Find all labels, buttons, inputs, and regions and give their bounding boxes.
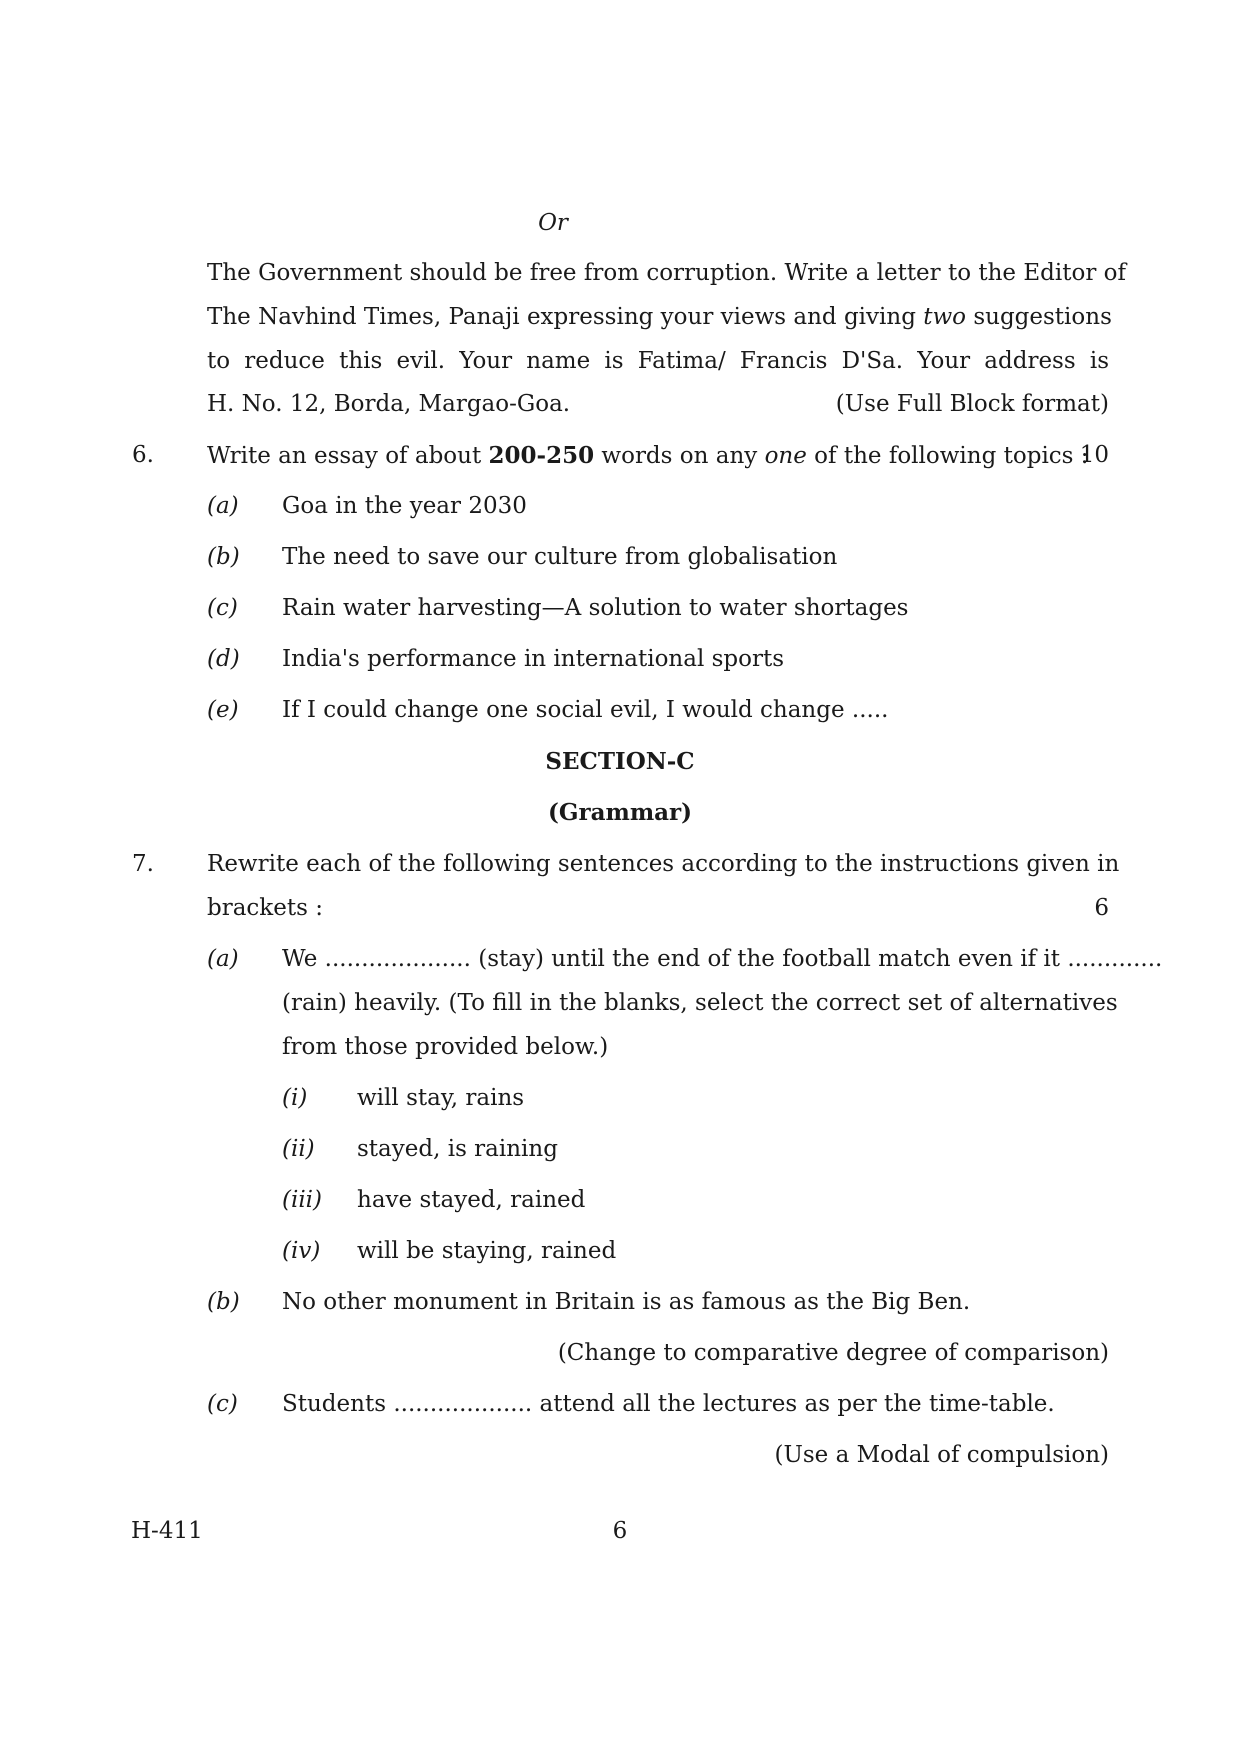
- option-text: The need to save our culture from globalisation: [282, 544, 838, 570]
- q6-text-2: words on any: [594, 443, 765, 469]
- part-b-label: (b): [207, 1289, 240, 1315]
- letter-line-2-start: The Navhind Times, Panaji expressing your views and giving: [207, 304, 924, 330]
- option-label: (e): [207, 697, 239, 723]
- question-number: 7.: [132, 851, 154, 877]
- choice-label: (i): [282, 1085, 308, 1111]
- q6-text-italic: one: [764, 443, 807, 469]
- part-c-instruction: (Use a Modal of compulsion): [774, 1442, 1109, 1468]
- q6-text-3: of the following topics :: [806, 443, 1089, 469]
- option-label: (b): [207, 544, 240, 570]
- letter-line-2: [207, 304, 1112, 330]
- question-number: 6.: [132, 442, 154, 468]
- choice-text: stayed, is raining: [357, 1136, 558, 1162]
- part-c-text: Students ................... attend all the lectures as per the time-table.: [282, 1391, 1055, 1417]
- section-subtitle: (Grammar): [547, 799, 693, 826]
- choice-label: (iv): [282, 1238, 321, 1264]
- choice-text: have stayed, rained: [357, 1187, 586, 1213]
- choice-text: will stay, rains: [357, 1085, 525, 1111]
- marks: 6: [1094, 895, 1109, 921]
- choice-label: (ii): [282, 1136, 315, 1162]
- option-text: Goa in the year 2030: [282, 493, 527, 519]
- letter-line-3: to reduce this evil. Your name is Fatima/ Francis D'Sa. Your address is: [207, 348, 1109, 374]
- letter-line-2-italic: two: [923, 304, 967, 330]
- option-label: (a): [207, 493, 239, 519]
- section-title: SECTION-C: [545, 748, 695, 775]
- q6-word-count: 200-250: [488, 442, 595, 469]
- page-number: 6: [612, 1518, 628, 1544]
- option-label: (d): [207, 646, 240, 672]
- marks: 10: [1079, 442, 1109, 468]
- question-7-line-1: Rewrite each of the following sentences according to the instructions given in: [207, 851, 1120, 877]
- part-b-text: No other monument in Britain is as famous as the Big Ben.: [282, 1289, 971, 1315]
- part-b-instruction: (Change to comparative degree of comparison): [557, 1340, 1109, 1366]
- letter-line-4: H. No. 12, Borda, Margao-Goa.: [207, 391, 571, 417]
- paper-code: H-411: [131, 1518, 203, 1544]
- question-6-text: [207, 444, 1089, 468]
- option-text: India's performance in international sports: [282, 646, 785, 672]
- q6-text-1: Write an essay of about: [207, 443, 489, 469]
- choice-text: will be staying, rained: [357, 1238, 617, 1264]
- option-text: If I could change one social evil, I would change .....: [282, 697, 889, 723]
- letter-line-1: The Government should be free from corruption. Write a letter to the Editor of: [207, 260, 1126, 286]
- part-a-label: (a): [207, 946, 239, 972]
- format-note: (Use Full Block format): [835, 391, 1109, 417]
- part-c-label: (c): [207, 1391, 238, 1417]
- or-label: Or: [538, 210, 568, 236]
- question-7-line-2: brackets :: [207, 895, 323, 921]
- part-a-line-2: (rain) heavily. (To fill in the blanks, select the correct set of alternatives: [282, 990, 1118, 1016]
- option-text: Rain water harvesting—A solution to water shortages: [282, 595, 909, 621]
- part-a-line-3: from those provided below.): [282, 1034, 609, 1060]
- option-label: (c): [207, 595, 238, 621]
- letter-line-2-end: suggestions: [966, 304, 1112, 330]
- part-a-line-1: We .................... (stay) until the end of the football match even if it .............: [282, 946, 1163, 972]
- choice-label: (iii): [282, 1187, 323, 1213]
